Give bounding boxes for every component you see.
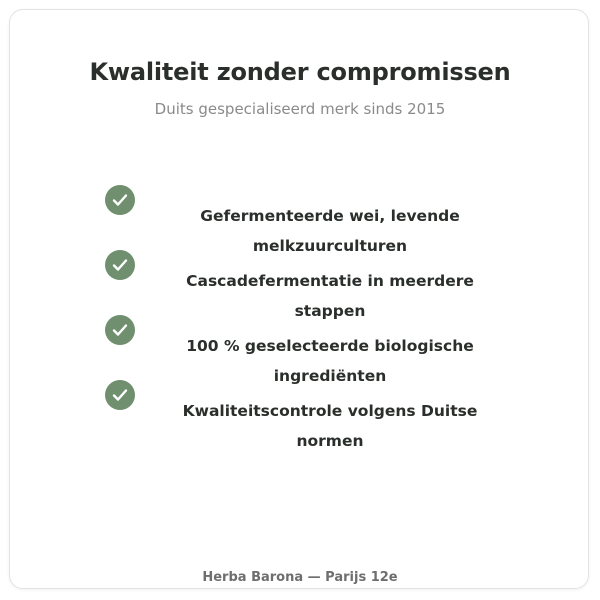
page-title: Kwaliteit zonder compromissen bbox=[89, 58, 511, 86]
list-item bbox=[105, 185, 525, 255]
list-item bbox=[105, 250, 525, 320]
feature-text: Gefermenteerde wei, levende melkzuurculturen bbox=[200, 207, 460, 255]
check-circle-icon bbox=[105, 315, 135, 345]
check-circle-icon bbox=[105, 380, 135, 410]
list-item bbox=[105, 380, 525, 450]
quality-card bbox=[9, 9, 589, 589]
list-item bbox=[105, 315, 525, 385]
feature-text: Cascadefermentatie in meerdere stappen bbox=[186, 272, 474, 320]
check-circle-icon bbox=[105, 185, 135, 215]
footer-text: Herba Barona — Parijs 12e bbox=[202, 570, 398, 585]
feature-text: Kwaliteitscontrole volgens Duitse normen bbox=[182, 402, 478, 450]
check-circle-icon bbox=[105, 250, 135, 280]
feature-text: 100 % geselecteerde biologische ingrediënten bbox=[186, 337, 474, 385]
feature-list bbox=[105, 185, 525, 450]
page-subtitle: Duits gespecialiseerd merk sinds 2015 bbox=[154, 100, 446, 118]
